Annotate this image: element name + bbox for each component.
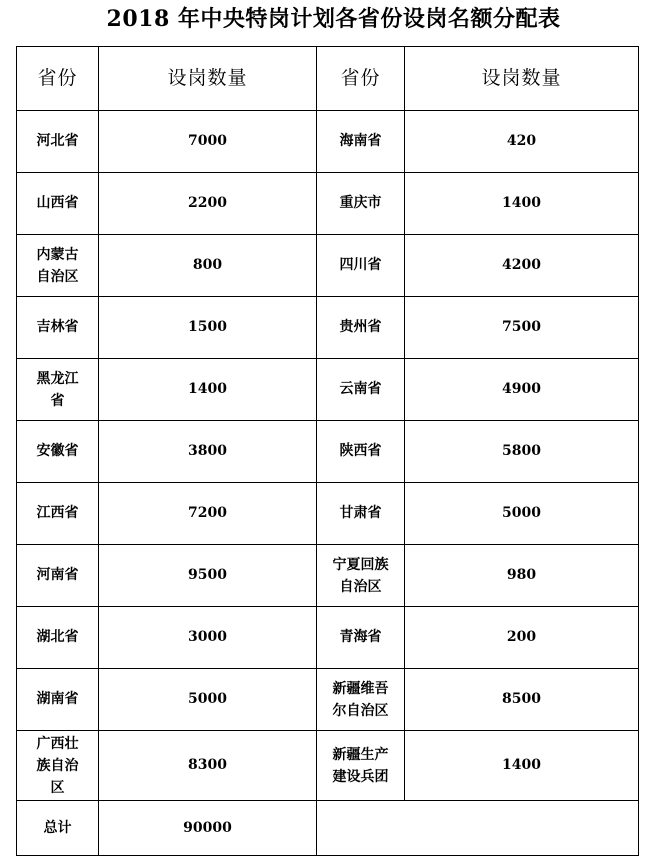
province-cell (17, 731, 99, 801)
province-cell: 贵州省 (317, 297, 405, 359)
table-row (17, 731, 639, 801)
count-cell: 5000 (405, 483, 639, 545)
count-cell: 5800 (405, 421, 639, 483)
province-cell (317, 545, 405, 607)
count-cell: 4900 (405, 359, 639, 421)
table-row (17, 545, 639, 607)
table-header-row (17, 47, 639, 111)
count-cell: 1400 (405, 173, 639, 235)
count-cell: 200 (405, 607, 639, 669)
province-cell: 四川省 (317, 235, 405, 297)
province-cell: 湖南省 (17, 669, 99, 731)
province-cell: 重庆市 (317, 173, 405, 235)
province-cell: 安徽省 (17, 421, 99, 483)
header-province-2: 省份 (317, 47, 405, 111)
header-positions: 设岗数量 (99, 47, 317, 111)
province-label: 宁夏回族自治区 (332, 556, 389, 595)
count-cell: 3000 (99, 607, 317, 669)
table-row (17, 359, 639, 421)
count-cell: 420 (405, 111, 639, 173)
province-cell (317, 731, 405, 801)
count-cell: 7200 (99, 483, 317, 545)
page-title: 2018 年中央特岗计划各省份设岗名额分配表 (106, 6, 561, 32)
province-label: 新疆维吾尔自治区 (332, 680, 389, 719)
province-cell: 湖北省 (17, 607, 99, 669)
province-label: 新疆生产建设兵团 (332, 746, 389, 785)
total-value: 90000 (99, 801, 317, 856)
count-cell: 3800 (99, 421, 317, 483)
province-cell: 山西省 (17, 173, 99, 235)
province-cell: 吉林省 (17, 297, 99, 359)
table-row (17, 483, 639, 545)
count-cell: 800 (99, 235, 317, 297)
count-cell: 1400 (405, 731, 639, 801)
header-positions-2: 设岗数量 (405, 47, 639, 111)
table-row (17, 669, 639, 731)
province-cell: 云南省 (317, 359, 405, 421)
province-cell: 甘肃省 (317, 483, 405, 545)
count-cell: 9500 (99, 545, 317, 607)
province-cell: 江西省 (17, 483, 99, 545)
allocation-table (16, 46, 639, 856)
province-label: 广西壮族自治区 (36, 735, 79, 796)
total-empty-cell (317, 801, 639, 856)
province-cell: 青海省 (317, 607, 405, 669)
count-cell: 1400 (99, 359, 317, 421)
province-cell: 河南省 (17, 545, 99, 607)
province-label: 黑龙江省 (36, 370, 79, 409)
count-cell: 5000 (99, 669, 317, 731)
province-cell: 河北省 (17, 111, 99, 173)
count-cell: 980 (405, 545, 639, 607)
count-cell: 7500 (405, 297, 639, 359)
province-cell (317, 669, 405, 731)
table-row (17, 173, 639, 235)
province-cell: 海南省 (317, 111, 405, 173)
table-row (17, 421, 639, 483)
total-row (17, 801, 639, 856)
table-row (17, 607, 639, 669)
count-cell: 4200 (405, 235, 639, 297)
table-row (17, 111, 639, 173)
table-row (17, 297, 639, 359)
count-cell: 8300 (99, 731, 317, 801)
table-row (17, 235, 639, 297)
province-cell (17, 235, 99, 297)
province-label: 内蒙古自治区 (36, 246, 79, 285)
province-cell (17, 359, 99, 421)
count-cell: 8500 (405, 669, 639, 731)
count-cell: 1500 (99, 297, 317, 359)
province-cell: 陕西省 (317, 421, 405, 483)
count-cell: 7000 (99, 111, 317, 173)
header-province: 省份 (17, 47, 99, 111)
count-cell: 2200 (99, 173, 317, 235)
total-label: 总计 (17, 801, 99, 856)
